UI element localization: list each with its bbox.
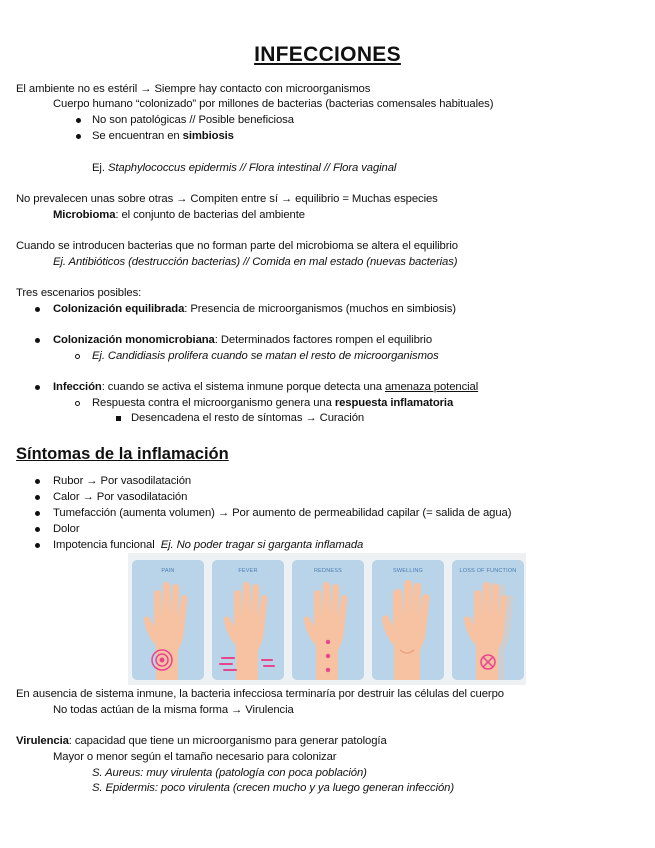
panel-loss-of-function bbox=[452, 560, 524, 680]
sintoma-item: Tumefacción (aumenta volumen) → Por aumento de permeabilidad capilar (= salida de agua) bbox=[53, 507, 512, 519]
intro-line-1: El ambiente no es estéril → Siempre hay contacto con microorganismos bbox=[16, 83, 371, 95]
hand-icon bbox=[292, 560, 364, 680]
panel-redness bbox=[292, 560, 364, 680]
sintoma-item: Dolor bbox=[53, 523, 80, 535]
bullet-dot bbox=[35, 495, 40, 500]
hand-icon bbox=[372, 560, 444, 680]
virulencia-definition: Virulencia: capacidad que tiene un microorganismo para generar patología bbox=[16, 735, 387, 747]
panel-fever bbox=[212, 560, 284, 680]
sintoma-item: Rubor → Por vasodilatación bbox=[53, 475, 192, 487]
panel-swelling bbox=[372, 560, 444, 680]
sub-bullet-circle bbox=[75, 354, 80, 359]
sub-sub-bullet-square bbox=[116, 416, 121, 421]
escenario-1: Colonización equilibrada: Presencia de microorganismos (muchos en simbiosis) bbox=[53, 303, 456, 315]
virulencia-example-2: S. Epidermis: poco virulenta (crecen mucho y ya luego generan infección) bbox=[92, 782, 455, 794]
escenario-3-subsub: Desencadena el resto de síntomas → Curación bbox=[131, 412, 365, 424]
sub-bullet-circle bbox=[75, 401, 80, 406]
sintoma-item: Impotencia funcional Ej. No poder tragar si garganta inflamada bbox=[53, 539, 364, 551]
panel-label: LOSS OF FUNCTION bbox=[459, 568, 517, 574]
panel-label: REDNESS bbox=[314, 568, 342, 574]
page-title: INFECCIONES bbox=[254, 43, 401, 66]
outro-line-1: En ausencia de sistema inmune, la bacteria infecciosa terminaría por destruir las células del cuerpo bbox=[16, 688, 504, 700]
escenario-2: Colonización monomicrobiana: Determinados factores rompen el equilibrio bbox=[53, 334, 433, 346]
equilibrio-line-1: Cuando se introducen bacterias que no forman parte del microbioma se altera el equilibrio bbox=[16, 240, 458, 252]
intro-bullet-1: No son patológicas // Posible beneficiosa bbox=[92, 114, 294, 126]
panel-label: PAIN bbox=[161, 568, 175, 574]
bullet-dot bbox=[35, 479, 40, 484]
microbioma-line-1: No prevalecen unas sobre otras → Compiten entre sí → equilibrio = Muchas especies bbox=[16, 193, 438, 205]
bullet-dot bbox=[35, 385, 40, 390]
hand-icon bbox=[452, 560, 524, 680]
bullet-dot bbox=[35, 527, 40, 532]
panel-label: FEVER bbox=[238, 568, 258, 574]
virulencia-example-1: S. Aureus: muy virulenta (patología con poca población) bbox=[92, 767, 367, 779]
panel-pain bbox=[132, 560, 204, 680]
outro-line-2: No todas actúan de la misma forma → Virulencia bbox=[53, 704, 294, 716]
escenario-2-example: Ej. Candidiasis prolifera cuando se matan el resto de microorganismos bbox=[92, 350, 439, 362]
bullet-dot bbox=[35, 543, 40, 548]
escenario-3-sub: Respuesta contra el microorganismo genera una respuesta inflamatoria bbox=[92, 397, 454, 409]
bullet-dot bbox=[35, 338, 40, 343]
virulencia-line-2: Mayor o menor según el tamaño necesario para colonizar bbox=[53, 751, 337, 763]
intro-line-2: Cuerpo humano “colonizado” por millones de bacterias (bacterias comensales habituales) bbox=[53, 98, 494, 110]
bullet-dot bbox=[76, 134, 81, 139]
hand-icon bbox=[132, 560, 204, 680]
bullet-dot bbox=[76, 118, 81, 123]
equilibrio-example: Ej. Antibióticos (destrucción bacterias) // Comida en mal estado (nuevas bacterias) bbox=[53, 256, 458, 268]
escenarios-intro: Tres escenarios posibles: bbox=[16, 287, 142, 299]
intro-bullet-2: Se encuentran en simbiosis bbox=[92, 130, 234, 142]
panel-label: SWELLING bbox=[392, 568, 424, 574]
hand-icon bbox=[212, 560, 284, 680]
section-heading-sintomas: Síntomas de la inflamación bbox=[16, 445, 229, 463]
microbioma-definition: Microbioma: el conjunto de bacterias del ambiente bbox=[53, 209, 305, 221]
escenario-3: Infección: cuando se activa el sistema inmune porque detecta una amenaza potencial bbox=[53, 381, 479, 393]
sintoma-item: Calor → Por vasodilatación bbox=[53, 491, 188, 503]
bullet-dot bbox=[35, 307, 40, 312]
intro-example: Ej. Staphylococcus epidermis // Flora intestinal // Flora vaginal bbox=[92, 162, 397, 174]
bullet-dot bbox=[35, 511, 40, 516]
